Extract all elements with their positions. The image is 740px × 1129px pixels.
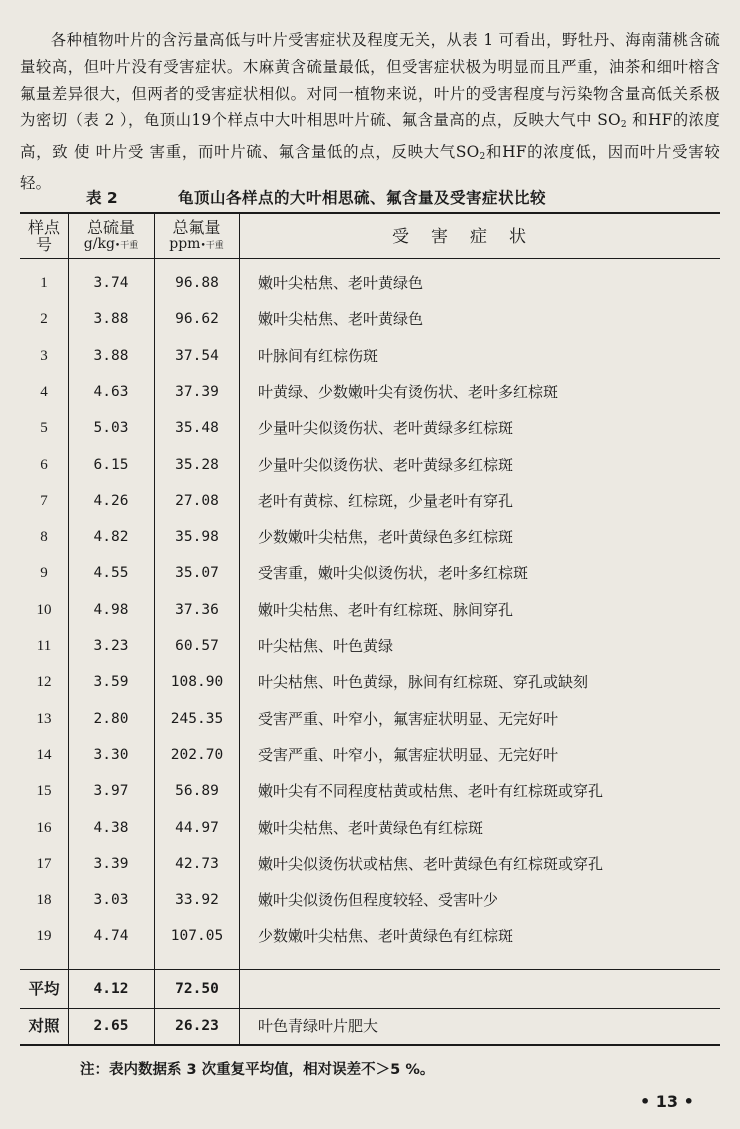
table-row: [0, 670, 740, 694]
fluorine-value: 44.97: [175, 819, 219, 836]
header-unit: g/kg: [83, 236, 115, 252]
damage-text: 嫩叶尖枯焦、老叶黄绿色: [258, 274, 424, 292]
table-row: [0, 416, 740, 440]
table-row: [0, 307, 740, 331]
header-unit-note: •干重: [200, 241, 224, 251]
summary-mid-rule: [20, 1008, 720, 1009]
control-row: [0, 1014, 740, 1038]
body-paragraph: [20, 27, 720, 197]
sulfur-value: 4.12: [93, 981, 129, 997]
fluorine-value: 27.08: [175, 492, 219, 509]
fluorine-value: 37.36: [175, 601, 219, 618]
fluorine-value: 35.28: [175, 456, 219, 473]
damage-text: 嫩叶尖似烫伤状或枯焦、老叶黄绿色有红棕斑或穿孔: [258, 854, 604, 873]
sulfur-value: 3.88: [93, 311, 129, 328]
table-row: [0, 561, 740, 585]
fluorine-value: 107.05: [170, 928, 224, 945]
header-damage-symptoms: 受害症状: [392, 227, 548, 247]
damage-text: 受害严重、叶窄小，氟害症状明显、无完好叶: [258, 745, 559, 764]
sample-id: 13: [36, 710, 52, 727]
header-unit-note: •干重: [114, 241, 139, 251]
damage-text: 受害重，嫩叶尖似烫伤状，老叶多红棕斑: [258, 564, 529, 583]
sample-id: 19: [36, 928, 52, 945]
row-label: 平均: [28, 980, 60, 998]
paragraph-text: 各种植物叶片的含污量高低与叶片受害症状及程度无关，从表 1 可看出，野牡丹、海南蒲桃含硫量较高，但叶片没有受害症状。木麻黄含硫量最低，但受害症状极为明显而且严重，油茶和细叶榕含氟量差异很大，但两者的受害症状相似。对同一植物来说，叶片的受害程度与污染物含量高低关系极为密切（表 2 ），龟顶山19个样点中大叶相思叶片硫、氟含量高的点，反映大气中 SO: [20, 31, 720, 130]
damage-text: 叶色青绿叶片肥大: [258, 1017, 379, 1035]
fluorine-value: 37.54: [175, 347, 219, 364]
damage-text: 少数嫩叶尖枯焦、老叶黄绿色有红棕斑: [258, 927, 514, 946]
sulfur-value: 5.03: [93, 420, 129, 437]
table-caption: [0, 186, 740, 210]
sulfur-value: 3.03: [93, 892, 129, 909]
paragraph-text: 和HF的浓度低，因而叶片受害较轻。: [20, 142, 720, 193]
table-row: [0, 525, 740, 549]
sulfur-value: 3.74: [93, 275, 129, 291]
header-text: 号: [35, 235, 52, 254]
sulfur-value: 3.97: [93, 783, 129, 800]
table-row: [0, 779, 740, 803]
table-row: [0, 453, 740, 477]
page-number: • 13 •: [640, 1092, 694, 1111]
sample-id: 1: [40, 275, 48, 291]
fluorine-value: 96.88: [175, 275, 219, 291]
sample-id: 11: [36, 638, 52, 654]
damage-text: 嫩叶尖枯焦、老叶黄绿色: [258, 310, 424, 329]
sample-id: 4: [40, 383, 48, 400]
fluorine-value: 35.98: [175, 529, 219, 546]
fluorine-value: 56.89: [175, 783, 219, 800]
subscript-2: 2: [620, 120, 627, 131]
sample-id: 18: [36, 892, 52, 909]
damage-text: 叶尖枯焦、叶色黄绿: [258, 637, 394, 655]
table-footnote: 注：表内数据系 3 次重复平均值，相对误差不＞5 %。: [80, 1062, 435, 1078]
fluorine-value: 72.50: [175, 981, 219, 997]
sample-id: 3: [40, 347, 48, 364]
column-divider: [68, 213, 69, 1044]
damage-text: 嫩叶尖似烫伤但程度较轻、受害叶少: [258, 891, 499, 910]
damage-text: 少量叶尖似烫伤状、老叶黄绿多红棕斑: [258, 419, 514, 438]
damage-text: 嫩叶尖枯焦、老叶黄绿色有红棕斑: [258, 818, 484, 837]
table-row: [0, 598, 740, 622]
table-row: [0, 634, 740, 658]
sample-id: 2: [40, 311, 48, 328]
header-total-sulfur: [68, 219, 154, 255]
sample-id: 12: [36, 674, 52, 691]
sulfur-value: 4.26: [93, 492, 129, 509]
table-bottom-rule: [20, 1044, 720, 1046]
table-row: [0, 816, 740, 840]
damage-text: 少量叶尖似烫伤状、老叶黄绿多红棕斑: [258, 455, 514, 474]
subscript-2: 2: [479, 151, 486, 162]
sample-id: 5: [40, 420, 48, 437]
fluorine-value: 37.39: [175, 383, 219, 400]
table-title: 龟顶山各样点的大叶相思硫、氟含量及受害症状比较: [178, 189, 547, 207]
damage-text: 少数嫩叶尖枯焦，老叶黄绿色多红棕斑: [258, 528, 514, 547]
header-text: 样点: [27, 218, 60, 237]
sulfur-value: 4.63: [93, 383, 129, 400]
column-divider: [154, 213, 155, 1044]
paragraph-text: 和HF的浓度高，致 使 叶片受 害重，而叶片硫、氟含量低的点，反映大气SO: [20, 111, 720, 161]
header-sample-id: [20, 219, 68, 253]
sample-id: 9: [40, 565, 48, 582]
fluorine-value: 33.92: [175, 892, 219, 909]
sulfur-value: 4.55: [93, 565, 129, 582]
sample-id: 16: [36, 819, 52, 836]
sulfur-value: 3.88: [93, 347, 129, 364]
table-row: [0, 852, 740, 876]
sulfur-value: 2.80: [93, 710, 129, 727]
sulfur-value: 3.30: [93, 746, 129, 763]
table-row: [0, 924, 740, 948]
header-text: 总硫量: [86, 218, 135, 237]
fluorine-value: 35.48: [175, 420, 219, 437]
sample-id: 15: [36, 783, 52, 800]
header-total-fluorine: [154, 219, 239, 255]
fluorine-value: 35.07: [175, 565, 219, 582]
row-label: 对照: [28, 1017, 60, 1035]
average-row: [0, 977, 740, 1001]
fluorine-value: 108.90: [170, 674, 224, 691]
summary-top-rule: [20, 969, 720, 970]
table-row: [0, 707, 740, 731]
sulfur-value: 3.23: [93, 638, 129, 654]
damage-text: 叶脉间有红棕伤斑: [258, 346, 379, 365]
table-row: [0, 344, 740, 368]
sulfur-value: 4.74: [93, 928, 129, 945]
sulfur-value: 3.59: [93, 674, 129, 691]
fluorine-value: 202.70: [170, 746, 224, 763]
table-number: 表 2: [86, 189, 118, 207]
sample-id: 7: [40, 492, 48, 509]
sample-id: 17: [36, 855, 52, 872]
fluorine-value: 26.23: [175, 1018, 219, 1034]
header-bottom-rule: [20, 258, 720, 259]
damage-text: 受害严重、叶窄小，氟害症状明显、无完好叶: [258, 709, 559, 728]
sulfur-value: 4.82: [93, 529, 129, 546]
table-row: [0, 271, 740, 295]
damage-text: 叶尖枯焦、叶色黄绿，脉间有红棕斑、穿孔或缺刻: [258, 673, 589, 692]
table-top-rule: [20, 212, 720, 214]
header-text: 总氟量: [172, 218, 221, 237]
sulfur-value: 4.38: [93, 819, 129, 836]
fluorine-value: 96.62: [175, 311, 219, 328]
column-divider: [239, 213, 240, 1044]
sulfur-value: 6.15: [93, 456, 129, 473]
sulfur-value: 3.39: [93, 855, 129, 872]
sulfur-value: 4.98: [93, 601, 129, 618]
damage-text: 老叶有黄棕、红棕斑，少量老叶有穿孔: [258, 491, 514, 510]
damage-text: 嫩叶尖枯焦、老叶有红棕斑、脉间穿孔: [258, 600, 514, 619]
damage-text: 嫩叶尖有不同程度枯黄或枯焦、老叶有红棕斑或穿孔: [258, 782, 604, 801]
sulfur-value: 2.65: [93, 1018, 129, 1034]
fluorine-value: 245.35: [170, 710, 224, 727]
sample-id: 10: [36, 601, 52, 618]
header-unit: ppm: [169, 236, 201, 252]
sample-id: 14: [36, 746, 52, 763]
damage-text: 叶黄绿、少数嫩叶尖有烫伤状、老叶多红棕斑: [258, 382, 559, 401]
table-row: [0, 489, 740, 513]
table-row: [0, 380, 740, 404]
table-row: [0, 743, 740, 767]
sample-id: 8: [40, 529, 48, 546]
fluorine-value: 60.57: [175, 638, 219, 654]
sample-id: 6: [40, 456, 48, 473]
fluorine-value: 42.73: [175, 855, 219, 872]
table-row: [0, 888, 740, 912]
